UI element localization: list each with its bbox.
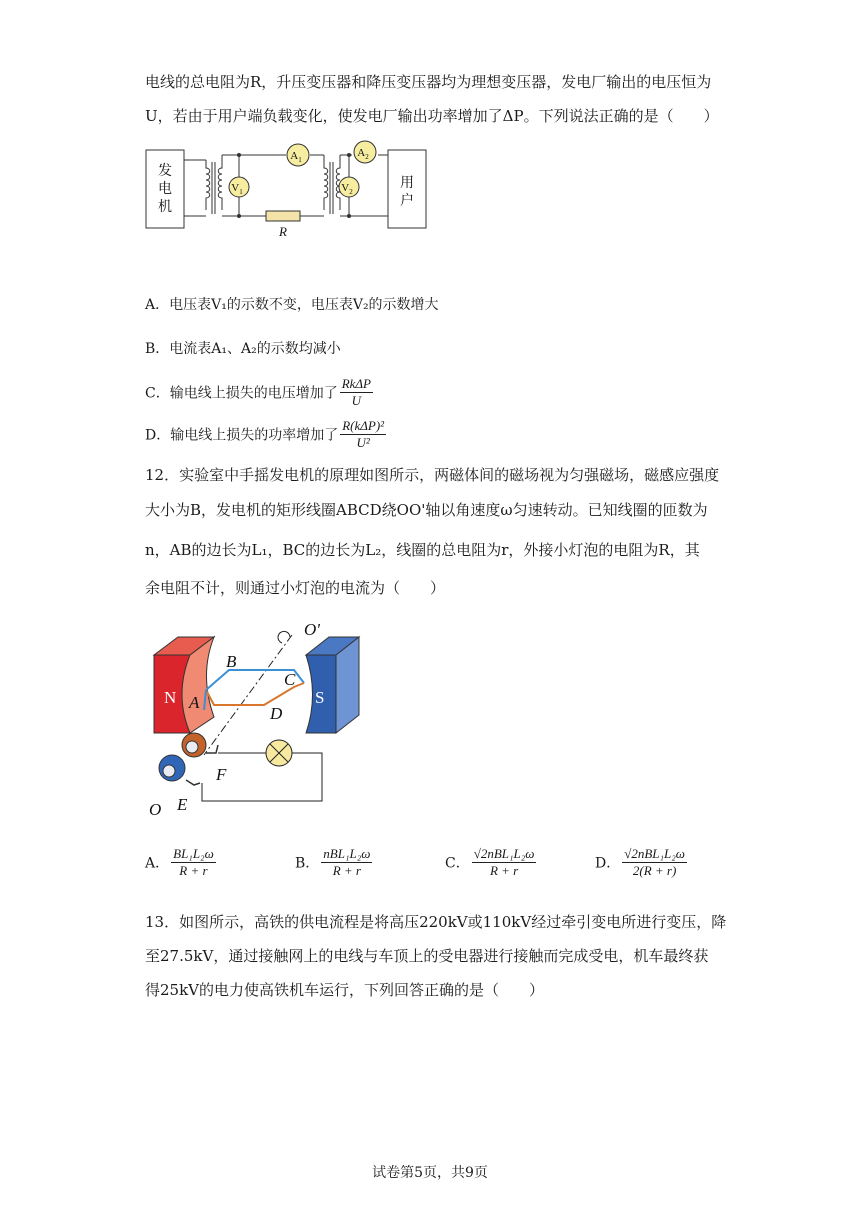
- svg-text:S: S: [315, 688, 325, 707]
- svg-text:户: 户: [400, 194, 414, 209]
- q11-option-B: B．电流表A₁、A₂的示数均减小: [145, 341, 341, 357]
- q12-text-line-3: n，AB的边长为L₁，BC的边长为L₂，线圈的总电阻为r，外接小灯泡的电阻为R，其: [145, 541, 700, 559]
- svg-text:C: C: [284, 670, 296, 689]
- svg-text:A1: $A_1$: [290, 150, 302, 164]
- svg-text:机: 机: [158, 200, 172, 215]
- q12-option-D: D． $\frac{\text{√2nBL₁L₂ω}}{2(R + r)}$: [595, 846, 685, 878]
- q13-text-line-3: 得25kV的电力使高铁机车运行，下列回答正确的是（ ）: [145, 981, 545, 999]
- q12-text-line-1: 12．实验室中手摇发电机的原理如图所示，两磁体间的磁场视为匀强磁场，磁感应强度: [145, 466, 720, 484]
- q11-option-C: C．输电线上损失的电压增加了 $\frac{\text{RkΔP}}{U}$: [145, 376, 372, 408]
- svg-text:V1: $V_1$: [231, 182, 243, 196]
- svg-text:E: E: [177, 795, 188, 814]
- hand-generator-diagram: [144, 615, 364, 820]
- svg-text:N: N: [164, 688, 177, 707]
- resistor-R: [266, 211, 300, 221]
- q12-text-line-2: 大小为B，发电机的矩形线圈ABCD绕OO'轴以角速度ω匀速转动。已知线圈的匝数为: [145, 501, 708, 519]
- q13-text-line-1: 13．如图所示，高铁的供电流程是将高压220kV或110kV经过牵引变电所进行变压，降: [145, 913, 727, 931]
- q11-text-line-2: U，若由于用户端负载变化，使发电厂输出功率增加了ΔP。下列说法正确的是（ ）: [145, 107, 719, 125]
- svg-text:O: O: [149, 800, 162, 819]
- svg-text:V2: $V_2$: [341, 182, 353, 196]
- transformer-circuit-diagram: [144, 140, 429, 240]
- q13-text-line-2: 至27.5kV，通过接触网上的电线与车顶上的受电器进行接触而完成受电，机车最终获: [145, 947, 709, 965]
- q12-option-A: A． $\frac{\text{BL₁L₂ω}}{R + r}$: [145, 846, 214, 878]
- svg-text:电: 电: [158, 182, 172, 197]
- q12-option-B: B． $\frac{\text{nBL₁L₂ω}}{R + r}$: [295, 846, 371, 878]
- q12-option-C: C． $\frac{\text{√2nBL₁L₂ω}}{R + r}$: [445, 846, 535, 878]
- resistor-label: R: [279, 224, 287, 239]
- svg-text:B: B: [226, 652, 237, 671]
- svg-text:用: 用: [400, 176, 414, 191]
- generator-label-1: 发: [158, 164, 172, 179]
- svg-text:O': O': [304, 620, 320, 639]
- svg-text:F: F: [216, 765, 227, 784]
- page-footer: 试卷第5页，共9页: [372, 1165, 488, 1181]
- svg-text:A2: $A_2$: [357, 147, 369, 161]
- svg-text:D: D: [270, 704, 283, 723]
- q11-option-D: D．输电线上损失的功率增加了 $\frac{\text{R(kΔP)²}}{\text{U²}}$: [145, 418, 385, 450]
- q11-text-line-1: 电线的总电阻为R，升压变压器和降压变压器均为理想变压器，发电厂输出的电压恒为: [145, 73, 712, 91]
- q11-option-A: A．电压表V₁的示数不变，电压表V₂的示数增大: [145, 297, 439, 313]
- q12-text-line-4: 余电阻不计，则通过小灯泡的电流为（ ）: [145, 579, 446, 597]
- svg-text:A: A: [189, 693, 200, 712]
